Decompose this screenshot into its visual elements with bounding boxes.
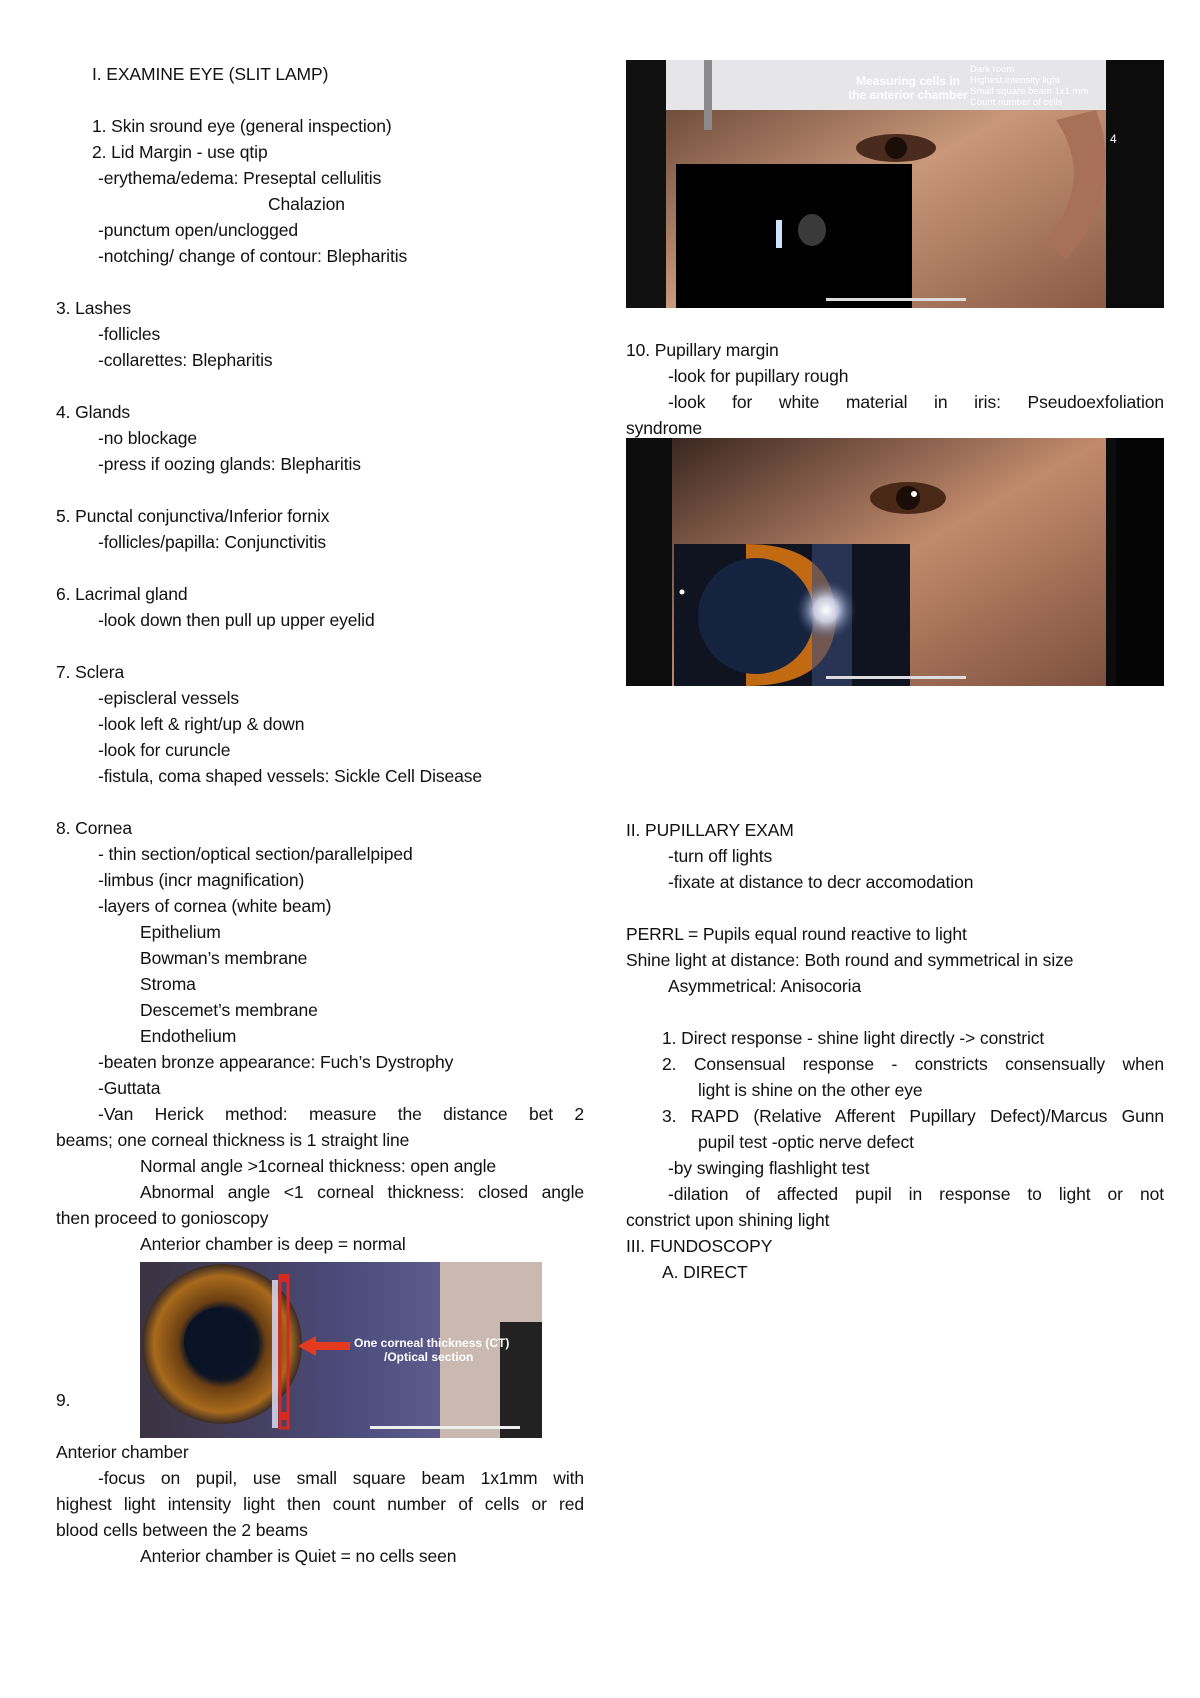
step-2: 2. Lid Margin - use qtip (92, 142, 268, 162)
step-3: 3. Lashes (56, 298, 131, 318)
cornea-layer: Epithelium (140, 922, 221, 942)
photo-number: 4 (1110, 132, 1117, 146)
step-10: 10. Pupillary margin (626, 340, 779, 360)
abnormal-angle: Abnormal angle <1 corneal thickness: closed angle (140, 1182, 584, 1202)
response-3: pupil test -optic nerve defect (698, 1132, 914, 1152)
step-8-item: -beaten bronze appearance: Fuch’s Dystrophy (98, 1052, 454, 1072)
photo-caption: Measuring cells in (855, 74, 961, 88)
step-2-item: -punctum open/unclogged (98, 220, 299, 240)
step-7-item: -episcleral vessels (98, 688, 240, 708)
perrl: PERRL = Pupils equal round reactive to light (626, 924, 967, 944)
step-8-item: -Guttata (98, 1078, 161, 1098)
step-8-item: -layers of cornea (white beam) (98, 896, 332, 916)
van-herick-line: -Van Herick method: measure the distance bet 2 (98, 1104, 584, 1124)
rapd-item: -by swinging flashlight test (668, 1158, 870, 1178)
rapd-item: -dilation of affected pupil in response to light or not (668, 1184, 1164, 1204)
step-9-number: 9. (56, 1390, 71, 1410)
response-2: light is shine on the other eye (698, 1080, 923, 1100)
photo-notes (970, 64, 1088, 108)
shine-light: Shine light at distance: Both round and symmetrical in size (626, 950, 1074, 970)
rapd-item: constrict upon shining light (626, 1210, 830, 1230)
section-title-slit-lamp: I. EXAMINE EYE (SLIT LAMP) (92, 64, 329, 84)
anisocoria: Asymmetrical: Anisocoria (668, 976, 862, 996)
pupillary-item: -fixate at distance to decr accomodation (668, 872, 974, 892)
step-7-item: -fistula, coma shaped vessels: Sickle Cell Disease (98, 766, 483, 786)
photo-note: Small square beam 1x1 mm (970, 86, 1089, 97)
abnormal-angle: then proceed to gonioscopy (56, 1208, 269, 1228)
fundoscopy-direct: A. DIRECT (662, 1262, 748, 1282)
step-5: 5. Punctal conjunctiva/Inferior fornix (56, 506, 330, 526)
step-7: 7. Sclera (56, 662, 125, 682)
step-2-item: -notching/ change of contour: Blepharitis (98, 246, 408, 266)
step-10-item: -look for white material in iris: Pseudoexfoliation (668, 392, 1164, 412)
photo-label: One corneal thickness (CT) (354, 1336, 510, 1350)
pupillary-margin-photo (626, 438, 1164, 686)
step-9-text: -focus on pupil, use small square beam 1x1mm with (98, 1468, 584, 1488)
step-7-item: -look for curuncle (98, 740, 231, 760)
step-4: 4. Glands (56, 402, 131, 422)
photo-note: Highest intensity light (970, 75, 1060, 86)
normal-angle: Normal angle >1corneal thickness: open angle (140, 1156, 497, 1176)
step-6: 6. Lacrimal gland (56, 584, 188, 604)
step-8-item: - thin section/optical section/parallelpiped (98, 844, 413, 864)
section-title-pupillary: II. PUPILLARY EXAM (626, 820, 794, 840)
cornea-layer: Bowman’s membrane (140, 948, 308, 968)
step-9: Anterior chamber (56, 1442, 189, 1462)
step-2-item: -erythema/edema: Preseptal cellulitis (98, 168, 382, 188)
cornea-layer: Stroma (140, 974, 196, 994)
photo-label: /Optical section (384, 1350, 474, 1364)
anterior-chamber-quiet: Anterior chamber is Quiet = no cells seen (140, 1546, 457, 1566)
step-8: 8. Cornea (56, 818, 132, 838)
step-3-item: -collarettes: Blepharitis (98, 350, 273, 370)
response-2: 2. Consensual response - constricts consensually when (662, 1054, 1164, 1074)
anterior-chamber-cells-photo (626, 60, 1164, 308)
step-6-item: -look down then pull up upper eyelid (98, 610, 375, 630)
step-10-item: -look for pupillary rough (668, 366, 849, 386)
cornea-layer: Endothelium (140, 1026, 237, 1046)
step-10-item: syndrome (626, 418, 703, 438)
photo-note: Dark room (970, 64, 1015, 75)
pupillary-item: -turn off lights (668, 846, 773, 866)
step-4-item: -no blockage (98, 428, 198, 448)
anterior-chamber-deep: Anterior chamber is deep = normal (140, 1234, 406, 1254)
step-8-item: -limbus (incr magnification) (98, 870, 305, 890)
photo-caption: the anterior chamber (848, 88, 968, 102)
step-9-text: blood cells between the 2 beams (56, 1520, 308, 1540)
photo-note: Count number of cells (970, 97, 1063, 108)
step-5-item: -follicles/papilla: Conjunctivitis (98, 532, 327, 552)
optical-section-photo (140, 1262, 542, 1438)
step-7-item: -look left & right/up & down (98, 714, 305, 734)
response-1: 1. Direct response - shine light directly -> constrict (662, 1028, 1045, 1048)
step-4-item: -press if oozing glands: Blepharitis (98, 454, 361, 474)
step-3-item: -follicles (98, 324, 161, 344)
section-title-fundoscopy: III. FUNDOSCOPY (626, 1236, 773, 1256)
van-herick-line: beams; one corneal thickness is 1 straight line (56, 1130, 410, 1150)
cornea-layer: Descemet’s membrane (140, 1000, 318, 1020)
step-9-text: highest light intensity light then count number of cells or red (56, 1494, 584, 1514)
response-3: 3. RAPD (Relative Afferent Pupillary Defect)/Marcus Gunn (662, 1106, 1164, 1126)
step-1: 1. Skin sround eye (general inspection) (92, 116, 392, 136)
step-2-item: Chalazion (268, 194, 345, 214)
